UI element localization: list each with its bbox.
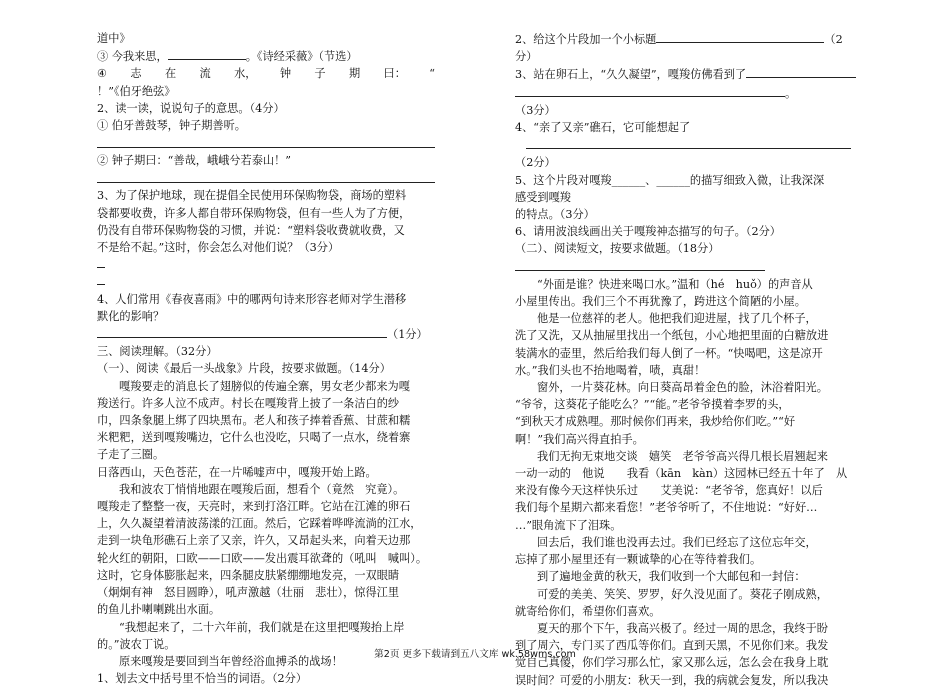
- text-segment: 仍没有自带环保购物袋的习惯，并说：“塑料袋收费就收费，又: [97, 223, 405, 237]
- text-segment: 三、阅读理解。（32分）: [97, 345, 218, 359]
- text-segment: 我们每个星期六都来看您！”老爷爷听了，不住地说：“好好…: [515, 501, 818, 515]
- text-segment: 袋都要收费，许多人都自带环保购物袋，但有一些人为了方便，: [97, 206, 411, 220]
- text-line: [515, 362, 885, 379]
- text-segment: 期: [348, 67, 361, 81]
- text-line: [515, 189, 885, 206]
- text-line: [515, 396, 885, 413]
- text-segment: 上，久久凝望着清波荡漾的江面。然后，它踩着哗哗流淌的江水，: [97, 517, 422, 531]
- text-line: [97, 601, 435, 618]
- text-segment: 水。”我们头也不抬地喝着，啧，真甜！: [515, 363, 706, 377]
- text-segment: “到秋天才成熟哩。那时候你们再来，我炒给你们吃。”“好: [515, 415, 796, 429]
- text-segment: 的。”波农丁说。: [97, 637, 176, 651]
- text-segment: [515, 139, 526, 152]
- text-segment: 我和波农丁悄悄地跟在嘎羧后面，想看个（竟然 究竟）。: [119, 482, 405, 496]
- fill-in-blank: [515, 84, 785, 97]
- text-line: [515, 293, 885, 310]
- text-segment: “爷爷，这葵花子能吃么？”“能。”老爷爷摸着李罗的头，: [515, 398, 790, 412]
- text-segment: （一）、阅读《最后一头战象》片段，按要求做题。（14分）: [97, 362, 391, 376]
- text-segment: 分）: [515, 50, 538, 64]
- text-segment: 在: [164, 67, 177, 81]
- text-segment: 默化的影响？: [97, 309, 165, 323]
- text-line: [97, 532, 435, 549]
- text-segment: 嘎羧走了整整一夜，天亮时，来到打洛江畔。它站在江滩的卵石: [97, 500, 411, 514]
- text-segment: 嘎羧要走的消息长了翅膀似的传遍全寨，男女老少都来为嘎: [119, 379, 410, 393]
- text-segment: 的鱼儿扑喇喇跳出水面。: [97, 603, 221, 617]
- short-answer-blank: [97, 275, 105, 285]
- text-line: [97, 30, 435, 47]
- text-line: [97, 273, 435, 290]
- text-segment: 可爱的美美、笑笑、罗罗，好久没见面了。葵花子刚成熟，: [537, 587, 828, 601]
- page-footer: 第2页 更多下载请到五八文库 wk.58wms.com: [374, 649, 576, 660]
- text-segment: （2: [824, 33, 843, 46]
- text-segment: 3、站在卵石上，“久久凝望”，嘎羧仿佛看到了: [515, 68, 747, 82]
- text-line: [97, 567, 435, 584]
- text-segment: 曰：: [383, 67, 406, 81]
- text-line: [515, 551, 885, 568]
- text-segment: ！”《伯牙绝弦》: [97, 84, 176, 98]
- text-segment: 他是一位慈祥的老人。他把我们迎进屋，找了几个杯子，: [537, 312, 817, 326]
- text-segment: （2分）: [515, 156, 556, 170]
- text-segment: 。《诗经采薇》（节选）: [245, 50, 358, 64]
- text-line: [515, 258, 885, 276]
- text-line: [97, 291, 435, 308]
- text-segment: 忘掉了那小屋里还有一颗诚挚的心在等待着我们。: [515, 553, 762, 567]
- text-segment: 3、为了保护地球，现在提倡全民使用环保购物袋，商场的塑料: [97, 189, 407, 203]
- text-segment: 就寄给你们，希望你们喜欢。: [515, 604, 661, 618]
- text-line: [97, 152, 435, 169]
- text-segment: ③ 今我来思，: [97, 50, 168, 64]
- text-segment: 小屋里传出。我们三个不再犹豫了，跨进这个简陋的小屋。: [515, 295, 806, 309]
- text-segment: 到了遍地金黄的秋天，我们收到一个大邮包和一封信：: [537, 570, 806, 584]
- text-line: [515, 206, 885, 223]
- text-segment: 回去后，我们谁也没再去过。我们已经忘了这位忘年交，: [537, 535, 817, 549]
- text-line: [97, 550, 435, 567]
- answer-line: [97, 169, 435, 183]
- text-segment: 流: [199, 67, 211, 81]
- text-segment: 羧送行。许多人泣不成声。村长在嘎羧背上披了一条洁白的纱: [97, 396, 400, 410]
- text-line: [97, 429, 435, 446]
- text-line: [515, 603, 885, 620]
- text-line: [97, 378, 435, 395]
- text-segment: 4、“亲了又亲”礁石，它可能想起了: [515, 121, 691, 135]
- fill-in-blank: [97, 325, 387, 338]
- text-line: [515, 327, 885, 344]
- text-segment: 觉自己真傻，你们学习那么忙，家又那么远，怎么会在我身上耽: [515, 656, 829, 670]
- text-line: [515, 84, 885, 102]
- text-segment: 误时间？可爱的小朋友：秋天一到，我的病就会复发，所以我决: [515, 673, 829, 687]
- text-segment: “我想起来了，二十六年前，我们就是在这里把嘎羧抬上岸: [119, 620, 405, 634]
- text-segment: 窗外，一片葵花林。向日葵高昂着金色的脸，沐浴着阳光。: [537, 381, 828, 395]
- text-line: [97, 670, 435, 687]
- text-segment: 啊！”我们高兴得直拍手。: [515, 432, 644, 446]
- text-line: [97, 205, 435, 222]
- fill-in-blank: [515, 258, 765, 271]
- text-segment: 1、划去文中括号里不恰当的词语。（2分）: [97, 672, 308, 686]
- text-line: [515, 672, 885, 689]
- text-segment: 子走了三圈。: [97, 448, 165, 462]
- text-line: [515, 568, 885, 585]
- text-line: [97, 100, 435, 117]
- short-answer-blank: [97, 258, 105, 268]
- text-line: [97, 83, 435, 100]
- text-line: [515, 586, 885, 603]
- text-line: [515, 482, 885, 499]
- text-line: [97, 619, 435, 636]
- text-segment: 道中》: [97, 32, 131, 45]
- text-line: [515, 345, 885, 362]
- text-segment: 我们无拘无束地交谈 嬉笑 老爷爷高兴得几根长眉翘起来: [537, 449, 828, 463]
- text-line: [97, 464, 435, 481]
- text-line: [97, 360, 435, 377]
- text-segment: 来没有像今天这样快乐过 艾美说：“老爷爷，您真好！以后: [515, 484, 823, 498]
- text-line: [97, 584, 435, 601]
- text-line: [97, 412, 435, 429]
- fill-in-blank: [656, 30, 824, 43]
- text-line: [515, 431, 885, 448]
- text-line: [515, 413, 885, 430]
- text-segment: 钟: [279, 67, 292, 81]
- text-line: [97, 515, 435, 532]
- text-line: [97, 187, 435, 204]
- text-segment: 一动一动的 他说 我看（kān kàn）这园林已经五十年了 从: [515, 467, 848, 481]
- text-line: [97, 481, 435, 498]
- text-line: [97, 498, 435, 515]
- text-segment: 的特点。（3分）: [515, 208, 595, 222]
- text-line: [515, 30, 885, 48]
- text-segment: 日落西山，天色苍茫，在一片唏嘘声中，嘎羧开始上路。: [97, 465, 377, 479]
- text-line: [97, 308, 435, 325]
- text-line: [515, 240, 885, 257]
- left-column: [97, 30, 435, 687]
- fill-in-blank: [746, 65, 856, 78]
- text-line: [515, 534, 885, 551]
- text-segment: “外面是谁？快进来喝口水。”温和（hé huǒ）的声音从: [537, 277, 813, 291]
- text-line: [97, 256, 435, 273]
- text-segment: ① 伯牙善鼓琴，钟子期善听。: [97, 119, 246, 133]
- text-segment: 洗了又洗，又从抽屉里找出一个纸包，小心地把里面的白糖放进: [515, 329, 829, 343]
- fill-in-blank: [526, 136, 851, 149]
- text-line: [515, 276, 885, 293]
- text-segment: 轮火红的朝阳，口欧——口欧——发出震耳欲聋的（吼叫 喊叫）。: [97, 551, 428, 565]
- text-segment: 原来嘎羧是要回到当年曾经浴血搏杀的战场！: [119, 654, 343, 668]
- text-segment: （二）、阅读短文，按要求做题。（18分）: [515, 242, 720, 256]
- text-segment: 4、人们常用《春夜喜雨》中的哪两句诗来形容老师对学生潜移: [97, 292, 407, 306]
- text-line: [97, 47, 435, 65]
- text-line: [515, 119, 885, 136]
- text-segment: （3分）: [515, 103, 556, 117]
- text-segment: “: [429, 67, 435, 81]
- text-segment: 6、请用波浪线画出关于嘎羧神态描写的句子。（2分）: [515, 225, 781, 239]
- text-segment: 装满水的壶里，然后给我们每人倒了一杯。“快喝吧，这是凉开: [515, 346, 823, 360]
- text-segment: （炯炯有神 怒目圆睁），吼声激越（壮丽 悲壮），惊得江里: [97, 586, 400, 600]
- text-segment: 到了周六，专门买了西瓜等你们。直到天黑，不见你们来。我发: [515, 639, 829, 653]
- text-line: [515, 172, 885, 189]
- text-line: [515, 465, 885, 482]
- text-segment: 走到一块龟形礁石上亲了又亲，许久，又昂起头来，向着天边那: [97, 534, 411, 548]
- text-line: [97, 239, 435, 256]
- text-segment: 2、给这个片段加一个小标题: [515, 33, 657, 46]
- right-column: [515, 30, 885, 689]
- text-segment: 水，: [234, 67, 257, 81]
- text-segment: 2、读一读，说说句子的意思。（4分）: [97, 101, 285, 115]
- text-segment: （1分）: [387, 328, 428, 342]
- text-line: [97, 446, 435, 463]
- fill-in-blank: [168, 47, 246, 60]
- text-line: [97, 325, 435, 343]
- text-line: [97, 343, 435, 360]
- text-line: [515, 223, 885, 240]
- text-line: [515, 499, 885, 516]
- text-line: [97, 65, 435, 82]
- text-line: [97, 117, 435, 134]
- text-line: [97, 222, 435, 239]
- text-line: [515, 517, 885, 534]
- text-line: [515, 154, 885, 171]
- text-segment: …”眼角流下了泪珠。: [515, 518, 622, 532]
- text-segment: 不是给不起。”这时，你会怎么对他们说？（3分）: [97, 241, 340, 255]
- text-line: [515, 448, 885, 465]
- text-segment: 夏天的那个下午，我高兴极了。经过一周的思念，我终于盼: [537, 621, 828, 635]
- text-line: [97, 395, 435, 412]
- text-line: [515, 310, 885, 327]
- text-segment: ④: [97, 67, 108, 81]
- text-segment: 志: [130, 67, 142, 81]
- text-line: [515, 136, 885, 154]
- text-line: [515, 65, 885, 83]
- answer-line: [97, 134, 435, 148]
- text-line: [515, 620, 885, 637]
- text-segment: ② 钟子期曰：“善哉，峨峨兮若泰山！”: [97, 154, 291, 168]
- text-segment: 感受到嘎羧: [515, 190, 571, 204]
- text-segment: 巾，四条象腿上绑了四块黑布。老人和孩子捧着香蕉、甘蔗和糯: [97, 414, 411, 428]
- text-segment: 。: [785, 86, 797, 100]
- text-segment: 子: [314, 67, 326, 81]
- text-line: [515, 379, 885, 396]
- text-segment: 5、这个片段对嘎羧______、______的描写细致入微，让我深深: [515, 173, 825, 187]
- text-segment: 这时，它身体膨胀起来，四条腿皮肤紧绷绷地发亮，一双眼睛: [97, 568, 400, 582]
- text-line: [515, 102, 885, 119]
- text-segment: 米粑粑，送到嘎羧嘴边，它什么也没吃，只喝了一点水，绕着寨: [97, 431, 411, 445]
- text-line: [515, 48, 885, 65]
